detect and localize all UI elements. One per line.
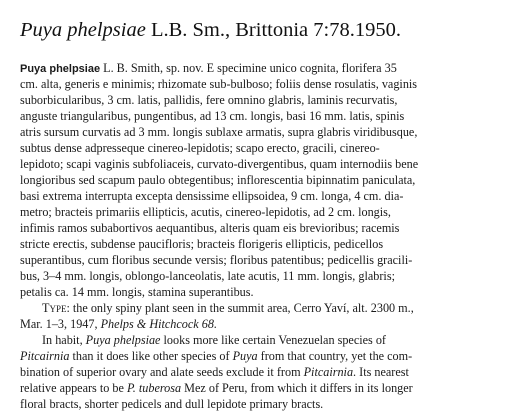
text-segment: cm. alta, generis e minimis; rhizomate sub-bulboso; foliis dense rosulatis, vaginis [20, 77, 418, 91]
text-segment: floral bracts, shorter pedicels and dull lepidote primary bracts. [20, 397, 324, 411]
text-segment: petalis ca. 14 mm. longis, stamina superantibus. [20, 285, 254, 299]
text-segment: stricte erectis, subdense paucifloris; bracteis florigeris ellipticis, pedicellos [20, 237, 384, 251]
text-line [20, 236, 505, 252]
text-segment: atris sursum curvatis ad 3 mm. longis sublaxe armatis, supra glabris viridibusque, [20, 125, 418, 139]
text-segment: longioribus sed scapum paulo obtegentibus; inflorescentia bipinnatim paniculata, [20, 173, 416, 187]
text-segment: Type [42, 301, 67, 315]
text-segment: than it does like other species of [69, 349, 233, 363]
text-segment: superantibus, cum floribus secunde versis; floribus patentibus; pedicellis gracili- [20, 253, 413, 267]
text-segment: Phelps & Hitchcock 68. [100, 317, 218, 331]
text-line [20, 172, 505, 188]
text-segment: Mar. 1–3, 1947, [20, 317, 101, 331]
species-heading [20, 20, 401, 41]
text-segment: Puya phelpsiae [85, 333, 161, 347]
text-line [20, 380, 505, 396]
text-line [20, 204, 505, 220]
text-segment: infimis ramos subabortivos aequantibus, alteris quam eis brevioribus; racemis [20, 221, 400, 235]
text-line [20, 188, 505, 204]
text-line [20, 300, 505, 316]
text-segment: Pitcairnia [303, 365, 354, 379]
text-segment: . Its nearest [353, 365, 409, 379]
text-segment: subtus dense adpresseque cinereo-lepidotis; scapo erecto, gracili, cinereo- [20, 141, 380, 155]
text-segment: Pitcairnia [20, 349, 70, 363]
text-segment: from that country, yet the com- [257, 349, 413, 363]
species-name: Puya phelpsiae [20, 19, 146, 41]
text-line [20, 364, 505, 380]
text-segment: : the only spiny plant seen in the summit area, Cerro Yaví, alt. 2300 m., [66, 301, 414, 315]
text-line [20, 268, 505, 284]
text-line [20, 156, 505, 172]
text-segment: Puya [232, 349, 258, 363]
text-segment: P. tuberosa [126, 381, 182, 395]
text-segment: bination of superior ovary and alate seeds exclude it from [20, 365, 304, 379]
text-segment: bus, 3–4 mm. longis, oblongo-lanceolatis, late acutis, 11 mm. longis, glabris; [20, 269, 395, 283]
text-segment: Puya phelpsiae [20, 63, 101, 75]
text-line [20, 316, 505, 332]
text-line [20, 220, 505, 236]
text-line [20, 124, 505, 140]
text-line [20, 76, 505, 92]
text-segment: relative appears to be [20, 381, 127, 395]
text-segment: anguste triangularibus, pungentibus, ad 13 cm. longis, basi 16 mm. latis, spinis [20, 109, 405, 123]
text-line [20, 60, 505, 76]
text-segment: In habit, [42, 333, 86, 347]
text-segment: Mez of Peru, from which it differs in its longer [181, 381, 413, 395]
text-line [20, 332, 505, 348]
text-segment: looks more like certain Venezuelan species of [160, 333, 386, 347]
text-line [20, 92, 505, 108]
text-line [20, 396, 505, 412]
text-segment: L. B. Smith, sp. nov. E specimine unico cognita, florifera 35 [100, 61, 397, 75]
text-line [20, 252, 505, 268]
text-line [20, 108, 505, 124]
text-line [20, 284, 505, 300]
text-segment: metro; bracteis primariis ellipticis, acutis, cinereo-lepidotis, ad 2 cm. longis, [20, 205, 391, 219]
text-line [20, 348, 505, 364]
text-segment: basi extrema interrupta excepta densissime ellipsoidea, 9 cm. longa, 4 cm. dia- [20, 189, 404, 203]
text-segment: lepidoto; scapi vaginis subfoliaceis, curvato-divergentibus, quam internodiis bene [20, 157, 419, 171]
species-description [20, 60, 505, 412]
text-line [20, 140, 505, 156]
species-citation: L.B. Sm., Brittonia 7:78.1950. [145, 19, 401, 41]
text-segment: suborbicularibus, 3 cm. latis, pallidis, fere omnino glabris, laminis recurvatis, [20, 93, 398, 107]
